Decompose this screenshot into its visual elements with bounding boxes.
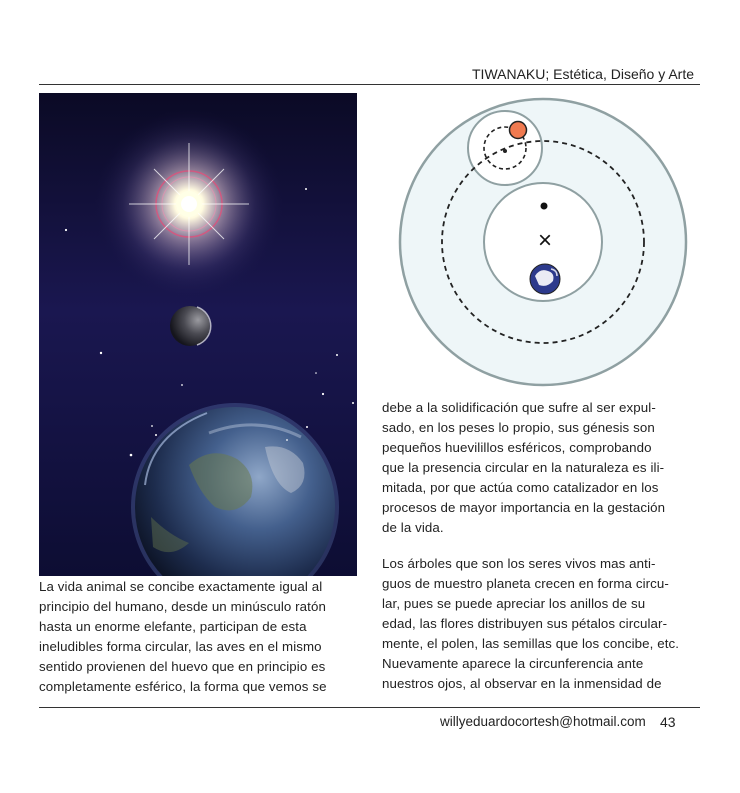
text-line: principio del humano, desde un minúsculo ratón — [39, 599, 326, 614]
text-line: mitada, por que actúa como catalizador en los — [382, 480, 659, 495]
running-header-title: TIWANAKU; Estética, Diseño y Arte — [472, 66, 694, 82]
sun-moon-earth-image — [39, 93, 357, 576]
text-line: completamente esférico, la forma que vemos se — [39, 679, 327, 694]
small-center-dot — [503, 149, 507, 153]
header-rule — [39, 84, 700, 85]
earth-icon — [530, 264, 560, 294]
center-dot — [541, 203, 548, 210]
text-line: ineludibles forma circular, las aves en el mismo — [39, 639, 322, 654]
planet-icon — [510, 122, 527, 139]
center-mark: × — [537, 227, 553, 254]
orbit-diagram — [381, 93, 703, 393]
text-line: Nuevamente aparece la circunferencia ante — [382, 656, 644, 671]
text-line: mente, el polen, las semillas que los concibe, etc. — [382, 636, 680, 651]
text-line: procesos de mayor importancia en la gestación — [382, 500, 666, 515]
text-line: sado, en los peses lo propio, sus génesis son — [382, 420, 655, 435]
text-line: hasta un enorme elefante, participan de esta — [39, 619, 307, 634]
text-line: La vida animal se concibe exactamente igual al — [39, 579, 323, 594]
right-column-paragraph-2 — [382, 554, 700, 694]
text-line: que la presencia circular en la naturaleza es ili- — [382, 460, 665, 475]
right-column-paragraph-1 — [382, 398, 700, 538]
text-line: de la vida. — [382, 520, 444, 535]
text-line: Los árboles que son los seres vivos mas anti- — [382, 556, 656, 571]
text-line: pequeños huevilillos esféricos, comprobando — [382, 440, 652, 455]
text-line: debe a la solidificación que sufre al ser expul- — [382, 400, 656, 415]
text-line: edad, las flores distribuyen sus pétalos circular- — [382, 616, 668, 631]
left-column-text — [39, 577, 357, 697]
text-line: sentido provienen del huevo que en principio es — [39, 659, 326, 674]
text-line: guos de muestro planeta crecen en forma circu- — [382, 576, 669, 591]
footer-rule — [39, 707, 700, 708]
footer-email: willyeduardocortesh@hotmail.com — [440, 714, 646, 729]
text-line: lar, pues se puede apreciar los anillos de su — [382, 596, 646, 611]
text-line: nuestros ojos, al observar en la inmensidad de — [382, 676, 662, 691]
page-number: 43 — [660, 714, 676, 730]
